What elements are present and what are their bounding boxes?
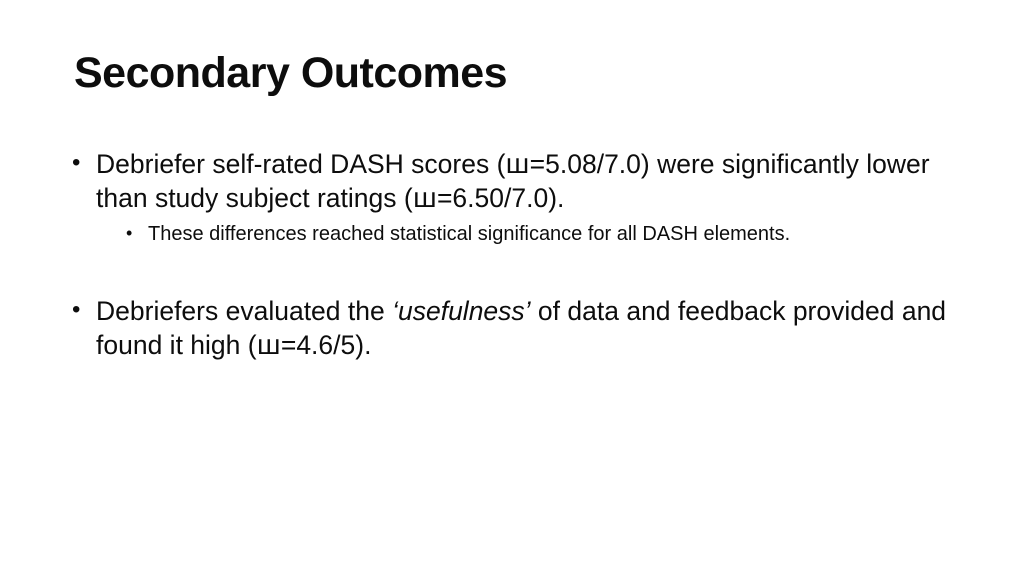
bullet-text-segment: Debriefers evaluated the bbox=[96, 296, 393, 327]
mean-symbol: ꟺ bbox=[505, 149, 530, 180]
bullet-text-segment: =5.08/7.0) were significantly lower than study subject ratings ( bbox=[96, 149, 930, 213]
list-item: • These differences reached statistical significance for all DASH elements. bbox=[122, 221, 970, 247]
bullet-list bbox=[70, 148, 970, 363]
emphasized-text: ‘usefulness’ bbox=[392, 296, 531, 327]
sub-bullet-list bbox=[96, 221, 970, 247]
mean-symbol: ꟺ bbox=[256, 329, 281, 361]
mean-symbol: ꟺ bbox=[412, 182, 437, 214]
list-item bbox=[70, 148, 970, 247]
page-title: Secondary Outcomes bbox=[74, 49, 508, 97]
bullet-text-segment: Debriefer self-rated DASH scores ( bbox=[96, 149, 506, 179]
bullet-text-segment: of data and feedback provided and found it high ( bbox=[96, 296, 947, 360]
list-item bbox=[70, 295, 970, 362]
slide-body bbox=[70, 148, 970, 363]
bullet-text-segment: =4.6/5). bbox=[280, 329, 372, 360]
bullet-text-segment: =6.50/7.0). bbox=[436, 182, 565, 213]
